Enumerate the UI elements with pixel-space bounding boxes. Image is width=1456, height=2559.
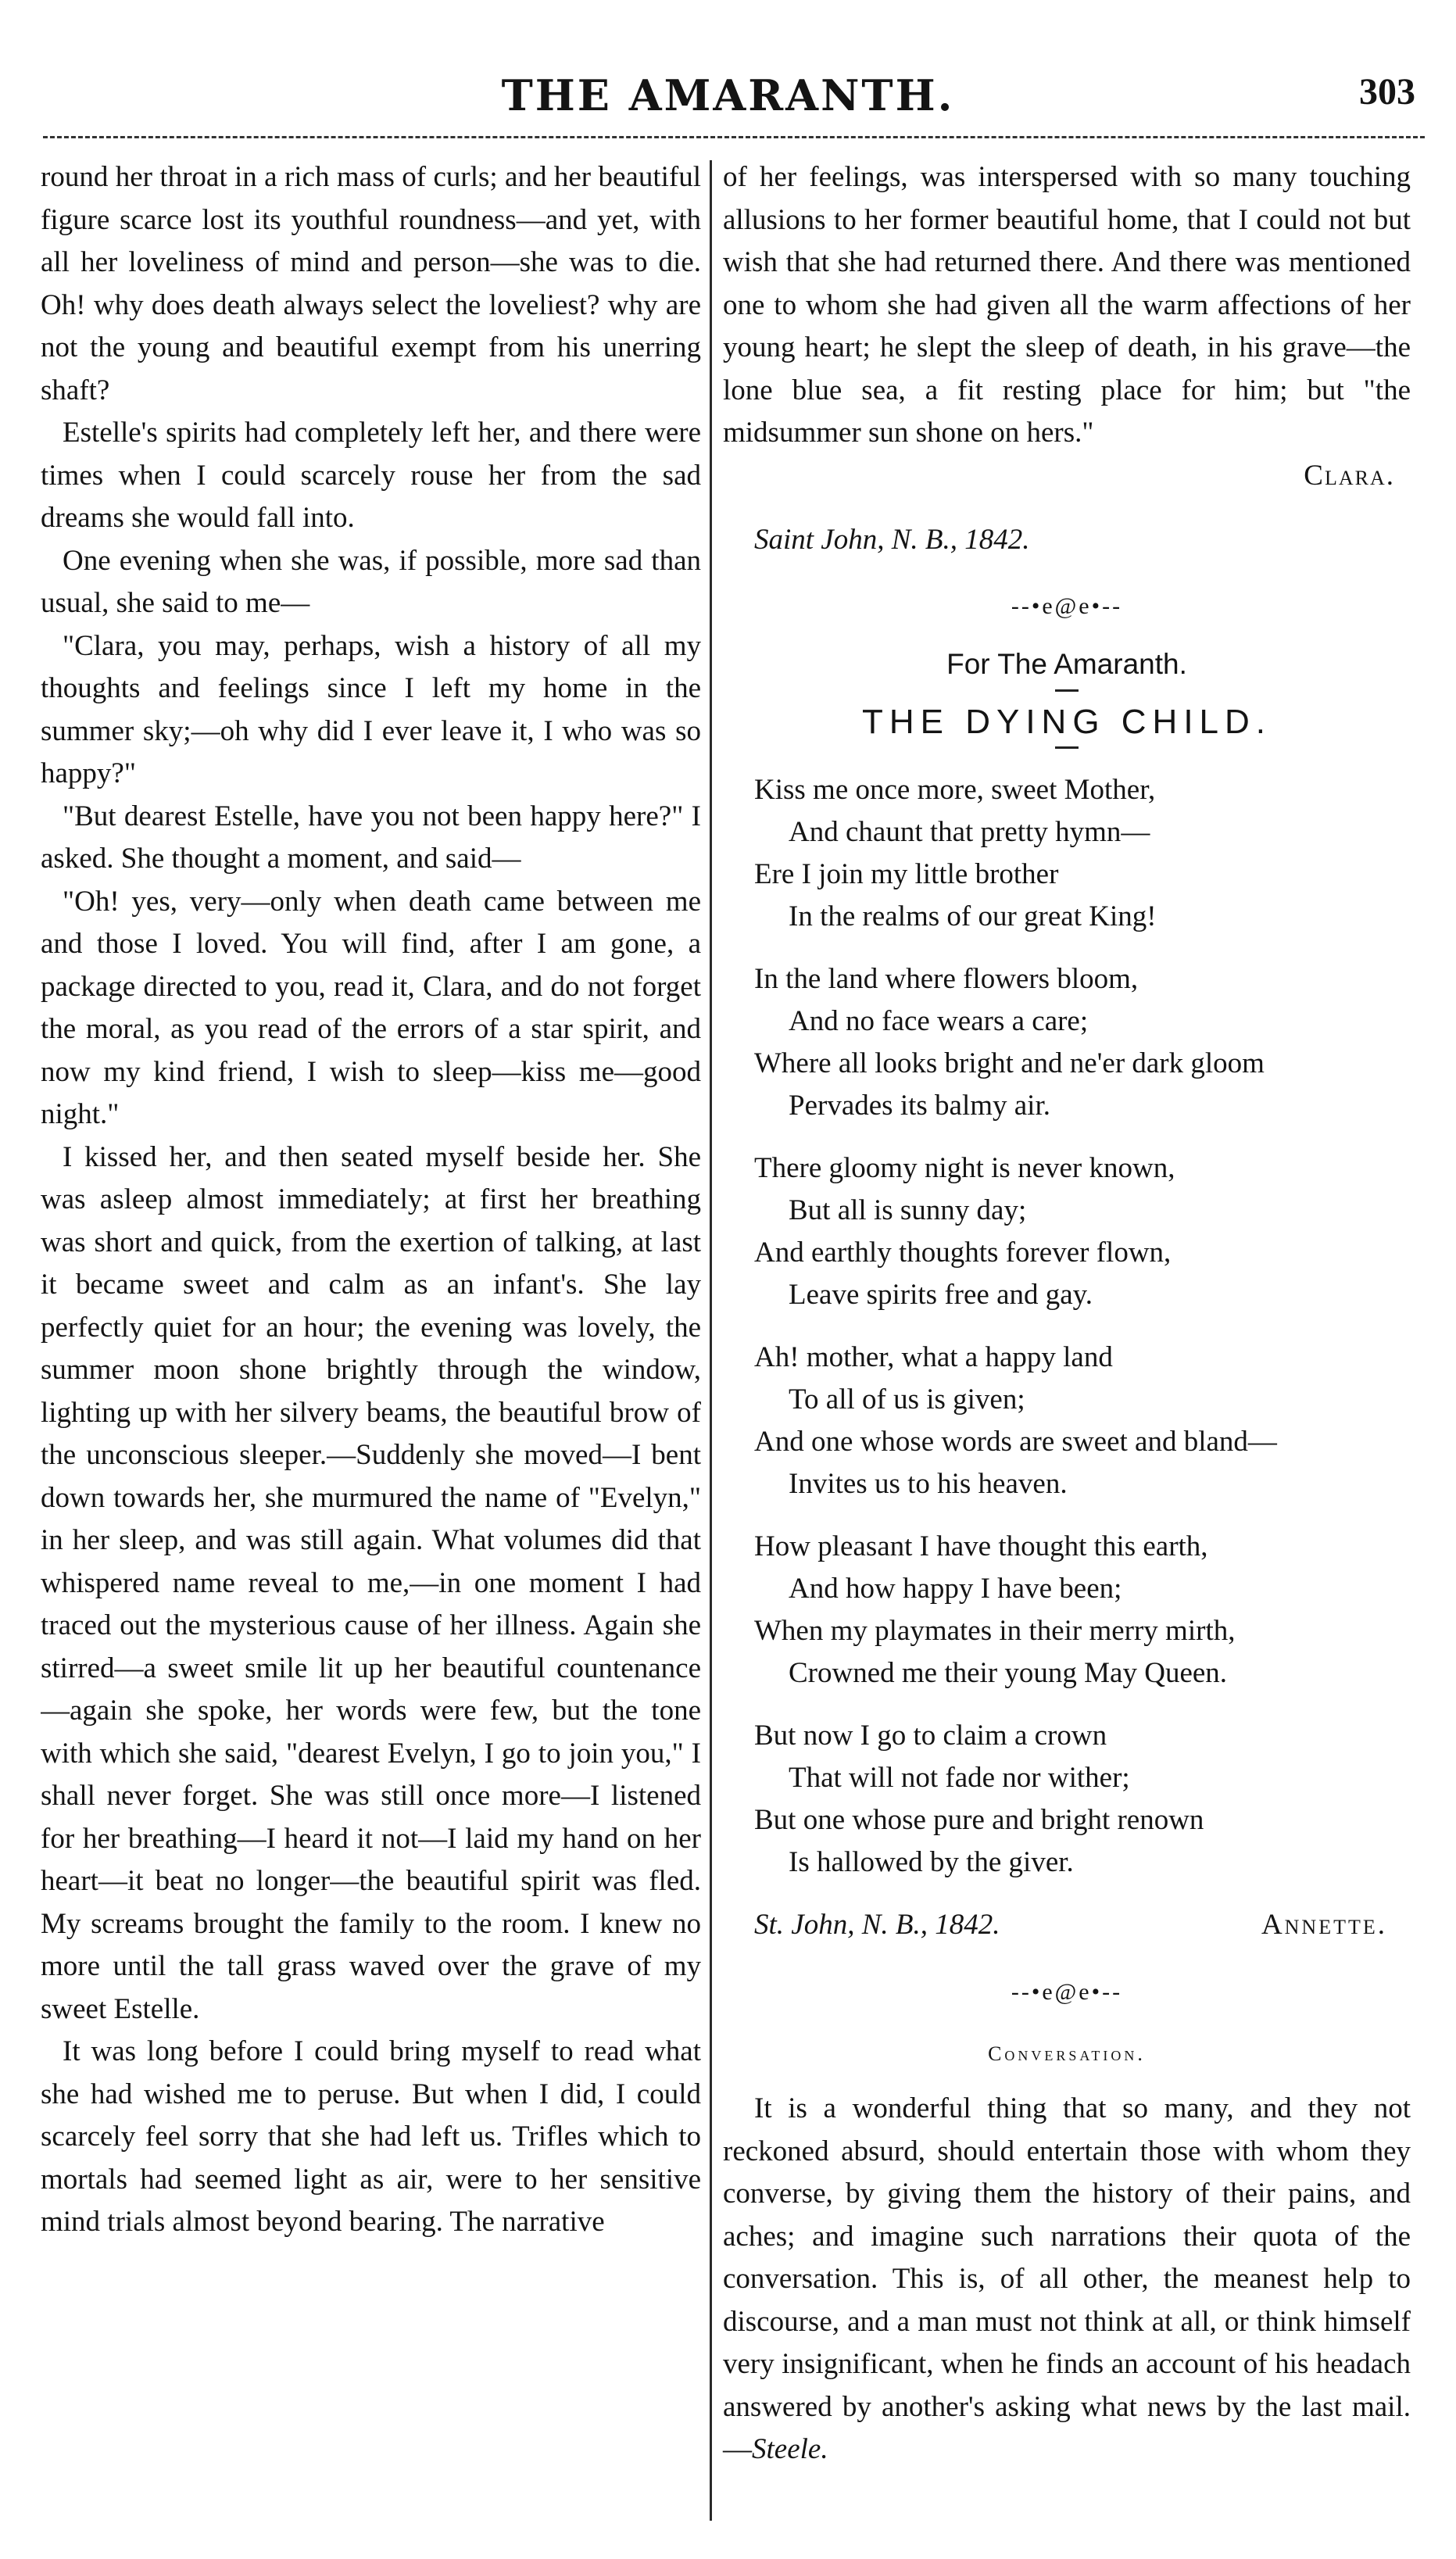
running-title: THE AMARANTH.	[501, 70, 955, 120]
story-dateline: Saint John, N. B., 1842.	[754, 524, 1030, 556]
poem-line: Ah! mother, what a happy land	[754, 1341, 1113, 1373]
poem-footer	[723, 1904, 1411, 1948]
poem-line: And earthly thoughts forever flown,	[754, 1237, 1172, 1269]
left-paragraph-4: "Clara, you may, perhaps, wish a history of all my thoughts and feelings since I left my home in the summer sky;—oh why did I ever leave it, I who was so happy?"	[41, 629, 701, 789]
poem-line: But now I go to claim a crown	[754, 1720, 1107, 1752]
essay-paragraph	[723, 2088, 1411, 2471]
right-column	[723, 156, 1411, 2471]
poem-dateline: St. John, N. B., 1842.	[754, 1909, 1000, 1941]
left-paragraph-1: round her throat in a rich mass of curls; and her beautiful figure scarce lost its youthful roundness—and yet, with all her loveliness of mind and person—she was to die. Oh! why does death always select the loveliest? why are not the young and beautiful exempt from his unerring shaft?	[41, 161, 701, 406]
poem-line: Ere I join my little brother	[754, 858, 1059, 890]
ornament-divider: --•e@e•--	[1011, 592, 1123, 619]
poem-line: And no face wears a care;	[789, 1005, 1089, 1037]
left-column	[41, 156, 701, 2525]
poem-line: Leave spirits free and gay.	[789, 1279, 1093, 1311]
section-heading: For The Amaranth.	[946, 648, 1187, 680]
poem-line: Where all looks bright and ne'er dark gloom	[754, 1047, 1265, 1079]
poem-stanza	[754, 1337, 1411, 1505]
poem-line: But all is sunny day;	[789, 1194, 1027, 1226]
poem-line: And chaunt that pretty hymn—	[789, 816, 1150, 848]
poem-line: And how happy I have been;	[789, 1573, 1122, 1605]
poem-stanza	[754, 1147, 1411, 1316]
essay-text: It is a wonderful thing that so many, and they not reckoned absurd, should entertain those with whom they converse, by giving them the history of their pains, and aches; and imagine such narrations their quota of the conversation. This is, of all other, the meanest help to discourse, and a man must not think at all, or think himself very insignificant, when he finds an account of his headach answered by another's asking what news by the last mail.—	[723, 2092, 1411, 2465]
poem-stanza	[754, 1715, 1411, 1884]
left-paragraph-7: I kissed her, and then seated myself beside her. She was asleep almost immediately; at first her breathing was short and quick, from the exertion of talking, at last it became sweet and calm as an infant's. She lay perfectly quiet for an hour; the evening was lovely, the summer moon shone brightly through the window, lighting up with her silvery beams, the beautiful brow of the unconscious sleeper.—Suddenly she moved—I bent down towards her, she murmured the name of "Evelyn," in her sleep, and was still again. What volumes did that whispered name reveal to me,—in one moment I had traced out the mysterious cause of her illness. Again she stirred—a sweet smile lit up her beautiful countenance—again she spoke, her words were few, but the tone with which she said, "dearest Evelyn, I go to join you," I shall never forget. She was still once more—I listened for her breathing—I heard it not—I laid my hand on her heart—it beat no longer—the beautiful spirit was fled. My screams brought the family to the room. I knew no more until the tall grass waved over the grave of my sweet Estelle.	[41, 1140, 701, 2025]
left-paragraph-6: "Oh! yes, very—only when death came between me and those I loved. You will find, after I am gone, a package directed to you, read it, Clara, and do not forget the moral, as you read of the errors of a star spirit, and now my kind friend, I wish to sleep—kiss me—good night."	[41, 885, 701, 1130]
poem-line: Is hallowed by the giver.	[789, 1846, 1074, 1878]
poem-line: Pervades its balmy air.	[789, 1090, 1050, 1122]
left-paragraph-8: It was long before I could bring myself to read what she had wished me to peruse. But when I did, I could scarcely feel sorry that she had left us. Trifles which to mortals had seemed light as air, were to her sensitive mind trials almost beyond bearing. The narrative	[41, 2035, 701, 2238]
poem-author: Annette.	[1261, 1909, 1387, 1941]
essay-attribution: Steele.	[752, 2433, 828, 2465]
left-paragraph-2: Estelle's spirits had completely left her, and there were times when I could scarcely rouse her from the sad dreams she would fall into.	[41, 417, 701, 534]
poem-title: THE DYING CHILD.	[861, 702, 1272, 741]
poem-line: That will not fade nor wither;	[789, 1762, 1130, 1794]
running-head	[0, 55, 1456, 133]
poem-line: When my playmates in their merry mirth,	[754, 1615, 1236, 1647]
poem-stanza	[754, 958, 1411, 1127]
poem-line: How pleasant I have thought this earth,	[754, 1530, 1208, 1562]
story-signature: Clara.	[1304, 459, 1395, 492]
poem-line: Kiss me once more, sweet Mother,	[754, 774, 1156, 806]
ornament-divider: --•e@e•--	[1011, 1979, 1123, 2005]
header-rule	[43, 136, 1425, 138]
essay-title: Conversation.	[988, 2042, 1146, 2065]
poem-line: And one whose words are sweet and bland—	[754, 1426, 1277, 1458]
poem-line: In the realms of our great King!	[789, 900, 1157, 932]
short-rule	[1055, 689, 1079, 692]
story-continuation: of her feelings, was interspersed with so many touching allusions to her former beautiful home, that I could not but wish that she had returned there. And there was mentioned one to whom she had given all the warm affections of her young heart; he slept the sleep of death, in his grave—the lone blue sea, a fit resting place for him; but "the midsummer sun shone on hers."	[723, 161, 1411, 449]
left-paragraph-3: One evening when she was, if possible, more sad than usual, she said to me—	[41, 544, 701, 619]
poem-line: Crowned me their young May Queen.	[789, 1657, 1228, 1689]
column-divider	[710, 160, 712, 2521]
poem-line: There gloomy night is never known,	[754, 1152, 1175, 1184]
poem-stanza	[754, 769, 1411, 938]
poem-line: To all of us is given;	[789, 1383, 1025, 1416]
poem-line: Invites us to his heaven.	[789, 1468, 1068, 1500]
poem-stanza	[754, 1526, 1411, 1695]
poem-line: In the land where flowers bloom,	[754, 963, 1139, 995]
poem-line: But one whose pure and bright renown	[754, 1804, 1204, 1836]
left-paragraph-5: "But dearest Estelle, have you not been happy here?" I asked. She thought a moment, and said—	[41, 800, 701, 875]
page-number: 303	[1359, 71, 1415, 113]
poem	[723, 769, 1411, 1884]
short-rule	[1055, 746, 1079, 749]
